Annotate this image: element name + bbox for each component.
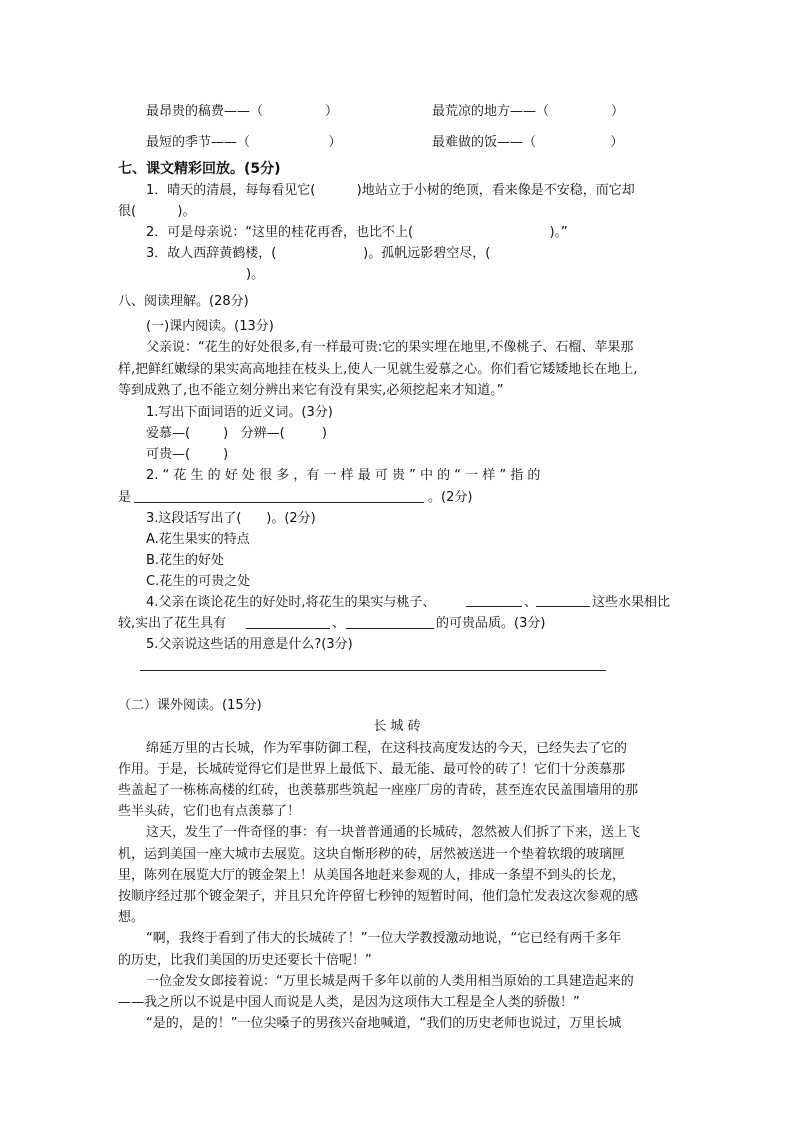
section-7-heading: 七、课文精彩回放。(5分)	[118, 161, 281, 177]
passage-line: 样,把鲜红嫩绿的果实高高地挂在枝头上,使人一见就生爱慕之心。你们看它矮矮地长在地上,	[118, 362, 638, 377]
section-8-heading: 八、阅读理解。(28分)	[118, 294, 249, 309]
q1-items-a: 爱慕—( ) 分辨—( )	[146, 426, 327, 441]
passage-line: 等到成熟了,也不能立刻分辨出来它有没有果实,必须挖起来才知道。”	[118, 383, 504, 398]
q7-line-2: 很( )。	[118, 204, 196, 219]
q6-row2-right: 最难做的饭——（ ）	[432, 135, 624, 150]
q4-prompt: 4.父亲在谈论花生的好处时,将花生的果实与桃子、	[146, 595, 436, 610]
story-line: 作用。于是，长城砖觉得它们是世界上最低下、最无能、最可怜的砖了！它们十分羡慕那	[118, 762, 626, 777]
q4-line-2-prefix: 较,实出了花生具有	[118, 616, 227, 631]
story-line: 一位金发女郎接着说：“万里长城是两千多年以前的人类用相当原始的工具建造起来的	[146, 974, 634, 989]
q4-blank-2[interactable]	[536, 606, 590, 607]
story-line: 机，运到美国一座大城市去展览。这块自惭形秽的砖，居然被送进一个垫着软缎的玻璃匣	[118, 847, 626, 862]
q7-line-5: )。	[246, 267, 265, 282]
q7-line-3: 2．可是母亲说：“这里的桂花再香，也比不上( )。”	[146, 225, 568, 240]
story-line: 些盖起了一栋栋高楼的红砖，也羡慕那些筑起一座座厂房的青砖，甚至连农民盖围墙用的那	[118, 783, 639, 798]
q3-option-b: B.花生的好处	[146, 553, 225, 568]
story-line: 想。	[118, 910, 145, 925]
part-1-heading: (一)课内阅读。(13分)	[146, 319, 274, 334]
q2-prompt: 2. “ 花 生 的 好 处 很 多 ，有 一 样 最 可 贵 ” 中 的 “ 一 样 ” 指 的	[146, 468, 541, 483]
story-line: “啊，我终于看到了伟大的长城砖了！”一位大学教授激动地说，“它已经有两千多年	[146, 931, 622, 946]
q5-answer-line[interactable]	[140, 670, 606, 671]
story-line: “是的，是的！”一位尖嗓子的男孩兴奋地喊道，“我们的历史老师也说过，万里长城	[146, 1016, 622, 1031]
q3-option-c: C.花生的可贵之处	[146, 574, 251, 589]
q3-prompt: 3.这段话写出了( )。(2分)	[146, 511, 316, 526]
q7-line-1: 1．晴天的清晨，每每看见它( )地站立于小树的绝顶，看来像是不安稳，而它却	[146, 183, 635, 198]
q1-prompt: 1.写出下面词语的近义词。(3分)	[146, 405, 333, 420]
story-line: 的历史，比我们美国的历史还要长十倍呢！”	[118, 953, 372, 968]
q1-items-b: 可贵—( )	[146, 447, 229, 462]
q4-tail: 这些水果相比	[592, 595, 671, 610]
q3-option-a: A.花生果实的特点	[146, 532, 250, 547]
story-line: 按顺序经过那个镀金架子，并且只允许停留七秒钟的短暂时间，他们急忙发表这次参观的感	[118, 889, 639, 904]
part-2-heading: （二）课外阅读。(15分)	[118, 698, 262, 713]
story-line: 里，陈列在展览大厅的镀金架上！从美国各地赶来参观的人，排成一条望不到头的长龙，	[118, 868, 626, 883]
q5-prompt: 5.父亲说这些话的用意是什么?(3分)	[146, 637, 353, 652]
q7-line-4: 3．故人西辞黄鹤楼，( )。孤帆远影碧空尽，(	[146, 246, 491, 261]
story-title: 长 城 砖	[373, 719, 421, 734]
q4-blank-3[interactable]	[246, 628, 330, 629]
story-line: 这天，发生了一件奇怪的事：有一块普普通通的长城砖，忽然被人们拆了下来，送上飞	[146, 825, 641, 840]
q2-suffix: 。(2分)	[428, 490, 473, 505]
q6-row2-left: 最短的季节——（ ）	[146, 135, 342, 150]
q4-sep: 、	[524, 595, 538, 610]
story-line: ——我之所以不说是中国人而说是人类，是因为这项伟大工程是全人类的骄傲！”	[118, 995, 580, 1010]
passage-line: 父亲说：“花生的好处很多,有一样最可贵:它的果实埋在地里,不像桃子、石榴、苹果那	[146, 340, 634, 355]
story-line: 绵延万里的古长城，作为军事防御工程，在这科技高度发达的今天，已经失去了它的	[146, 741, 628, 756]
q6-row1-right: 最荒凉的地方——（ ）	[432, 104, 624, 119]
q4-sep-2: 、	[332, 616, 346, 631]
q4-blank-1[interactable]	[466, 606, 522, 607]
q2-answer-line[interactable]	[134, 502, 424, 503]
q4-line-2-suffix: 的可贵品质。(3分)	[436, 616, 546, 631]
story-line: 些半头砖，它们也有点羡慕了！	[118, 804, 301, 819]
q4-blank-4[interactable]	[346, 628, 434, 629]
q6-row1-left: 最昂贵的稿费——（ ）	[146, 104, 338, 119]
q2-prefix: 是	[118, 490, 132, 505]
